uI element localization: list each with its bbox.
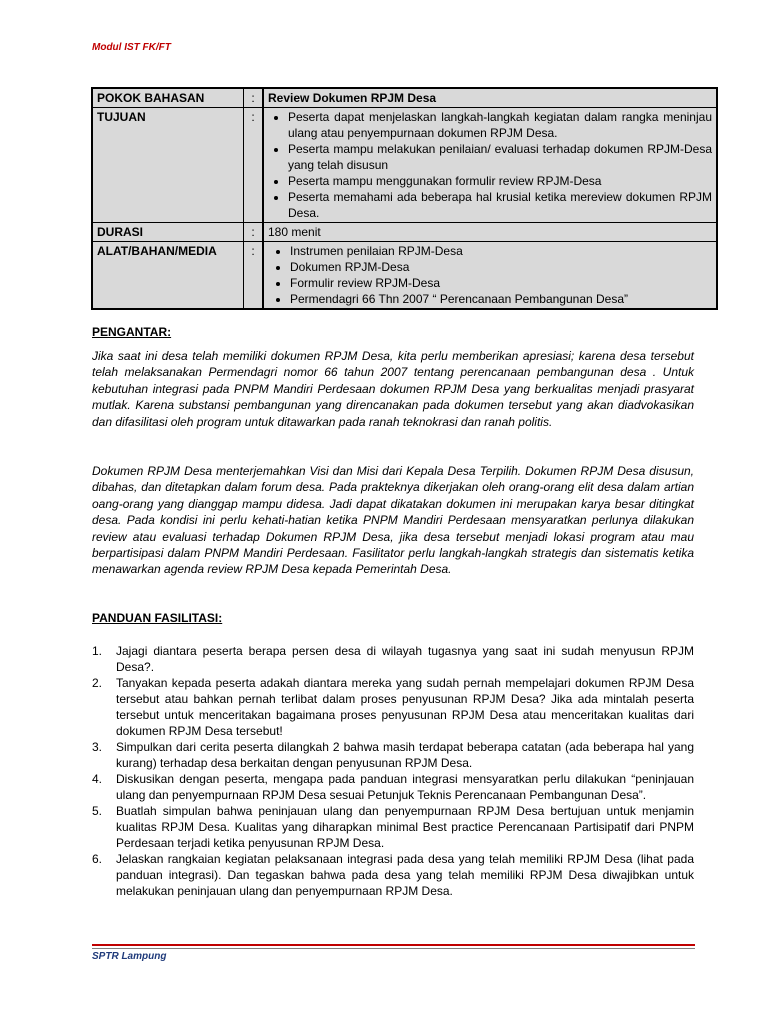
step-text: Simpulkan dari cerita peserta dilangkah 2 bahwa masih terdapat beberapa catatan (ada beberapa hal yang kurang) terhadap desa berkaitan dengan penyusunan RPJM Desa. [116,740,694,770]
row-pokok-bahasan [92,88,717,108]
step-number: 3. [92,740,103,754]
list-item: • Peserta mampu melakukan penilaian/ evaluasi terhadap dokumen RPJM-Desa yang telah disusun [288,141,712,173]
step-number: 1. [92,644,103,658]
separator: : [244,108,264,223]
media-list [268,243,712,307]
list-item: • Peserta mampu menggunakan formulir review RPJM-Desa [288,173,712,189]
list-item [92,851,694,899]
value-durasi: 180 menit [263,223,717,242]
step-text: Tanyakan kepada peserta adakah diantara mereka yang sudah pernah mempelajari dokumen RPJM Desa tersebut atau bahkan pernah terlibat dalam proses penyusunan RPJM Desa? Jika ada mintalah peserta tersebut untuk menceritakan bagaimana proses penyusunan RPJM Desa atau menceritakan kualitas dari dokumen RPJM Desa tersebut! [116,676,694,738]
panduan-title: PANDUAN FASILITASI: [92,611,223,625]
label-pokok-bahasan: POKOK BAHASAN [92,88,244,108]
pengantar-paragraph-1: Jika saat ini desa telah memiliki dokumen RPJM Desa, kita perlu memberikan apresiasi; karena desa tersebut telah melaksanakan Permendagri nomor 66 tahun 2007 tentang perencanaan pembangunan desa . Untuk kebutuhan integrasi pada PNPM Mandiri Perdesaan dokumen RPJM Desa yang berkualitas menjadi prasyarat mutlak. Karena substansi pembangunan yang direncanakan pada dokumen tersebut yang akan diadvokasikan dan difasilitasi oleh program untuk ditawarkan pada ranah teknokrasi dan ranah politis. [92,349,694,429]
step-text: Diskusikan dengan peserta, mengapa pada panduan integrasi mensyaratkan perlu dilakukan “peninjauan ulang dan penyempurnaan RPJM Desa sesuai Petunjuk Teknis Perencanaan Pembangunan Desa”. [116,772,694,802]
list-item: • Peserta memahami ada beberapa hal krusial ketika mereview dokumen RPJM Desa. [288,189,712,221]
list-item: • Dokumen RPJM-Desa [290,259,712,275]
footer-label: SPTR Lampung [92,951,167,962]
step-text: Jajagi diantara peserta berapa persen desa di wilayah tugasnya yang saat ini sudah menyusun RPJM Desa?. [116,644,694,674]
step-number: 2. [92,676,103,690]
list-item [92,771,694,803]
tujuan-list [268,109,712,221]
list-item [92,643,694,675]
row-tujuan [92,108,717,223]
list-item [92,803,694,851]
list-item: • Peserta dapat menjelaskan langkah-langkah kegiatan dalam rangka meninjau ulang atau penyempurnaan dokumen RPJM Desa. [288,109,712,141]
header-label: Modul IST FK/FT [92,42,171,53]
pengantar-title: PENGANTAR: [92,325,172,339]
row-durasi [92,223,717,242]
list-item: • Permendagri 66 Thn 2007 “ Perencanaan Pembangunan Desa” [290,291,712,307]
label-alat-bahan-media: ALAT/BAHAN/MEDIA [92,242,244,310]
separator: : [244,88,264,108]
list-item [92,739,694,771]
footer-divider-thin [92,948,695,949]
separator: : [244,242,264,310]
list-item: • Formulir review RPJM-Desa [290,275,712,291]
value-alat-bahan-media [263,242,717,310]
value-tujuan [263,108,717,223]
step-text: Jelaskan rangkaian kegiatan pelaksanaan integrasi pada desa yang telah memiliki RPJM Desa (lihat pada panduan integrasi). Dan tegaskan bahwa pada desa yang telah memiliki RPJM Desa diwajibkan untuk melakukan peninjauan ulang dan penyempurnaan RPJM Desa. [116,852,694,898]
label-durasi: DURASI [92,223,244,242]
info-table [91,87,718,310]
row-alat-bahan-media [92,242,717,310]
footer-divider [92,944,695,946]
value-pokok-bahasan: Review Dokumen RPJM Desa [263,88,717,108]
label-tujuan: TUJUAN [92,108,244,223]
panduan-steps [92,643,694,899]
step-number: 5. [92,804,103,818]
list-item: • Instrumen penilaian RPJM-Desa [290,243,712,259]
step-number: 4. [92,772,103,786]
pengantar-paragraph-2: Dokumen RPJM Desa menterjemahkan Visi dan Misi dari Kepala Desa Terpilih. Dokumen RPJM Desa disusun, dibahas, dan ditetapkan dalam forum desa. Pada prakteknya dikerjakan oleh orang-orang elit desa dalam artian oang-orang yang dianggap mampu didesa. Jadi dapat dikatakan dokumen ini merupakan karya besar ditingkat desa. Pada kondisi ini perlu kehati-hatian ketika PNPM Mandiri Perdesaan mensyaratkan perlunya dilakukan review atau evaluasi terhadap Dokumen RPJM Desa, jika desa tersebut menjadi lokasi program atau mau berpartisipasi dalam PNPM Mandiri Perdesaan. Fasilitator perlu langkah-langkah strategis dan sistematis ketika menawarkan agenda review RPJM Desa kepada Pemerintah Desa. [92,464,694,577]
step-text: Buatlah simpulan bahwa peninjauan ulang dan penyempurnaan RPJM Desa bertujuan untuk menjamin kualitas RPJM Desa. Kualitas yang diharapkan minimal Best practice Perencanaan Partisipatif dari PNPM Perdesaan terjadi ketika penyusunan RPJM Desa. [116,804,694,850]
separator: : [244,223,264,242]
step-number: 6. [92,852,103,866]
list-item [92,675,694,739]
